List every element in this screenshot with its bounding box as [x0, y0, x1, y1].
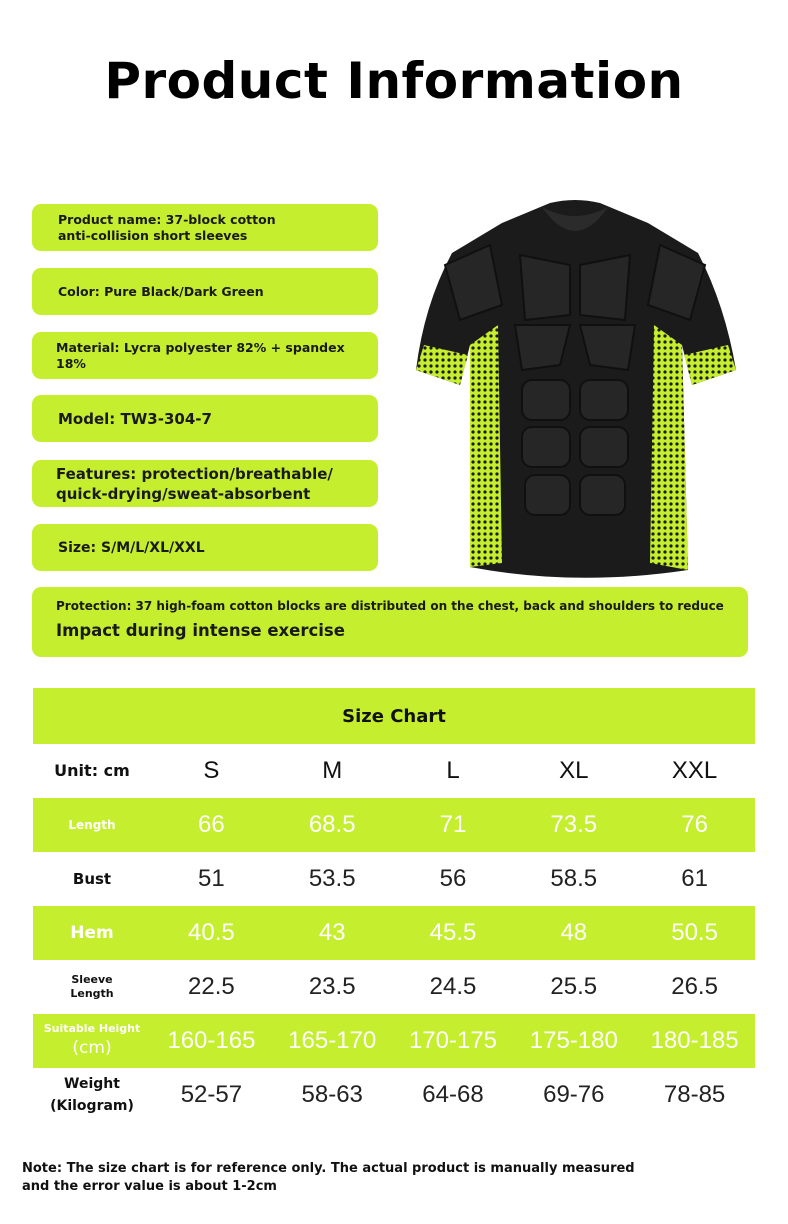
info-model — [32, 395, 378, 442]
row-label-text: Weight — [64, 1076, 120, 1092]
size-chart-table — [33, 688, 755, 1122]
row-sleeve-length — [33, 960, 755, 1014]
row-label: Hem — [33, 906, 151, 960]
page-title: Product Information — [104, 52, 684, 110]
protection-line1: Protection: 37 high-foam cotton blocks are distributed on the chest, back and shoulders to reduce — [56, 599, 724, 613]
info-features — [32, 460, 378, 507]
cell: 160-165 — [151, 1014, 272, 1068]
cell: 52-57 — [180, 1081, 243, 1108]
row-label: Bust — [72, 870, 112, 888]
cell: 51 — [198, 865, 225, 892]
row-label — [33, 1014, 151, 1068]
cell: 23.5 — [308, 973, 356, 1000]
cell: 45.5 — [393, 906, 514, 960]
cell: 53.5 — [308, 865, 356, 892]
cell: 58-63 — [301, 1081, 363, 1108]
protection-box — [32, 587, 748, 657]
features-text: Features: protection/breathable/ quick-drying/sweat-absorbent — [56, 464, 333, 503]
cell: 50.5 — [634, 906, 755, 960]
row-label — [33, 960, 151, 1014]
cell: 175-180 — [513, 1014, 634, 1068]
cell: 56 — [439, 865, 467, 892]
size-chart-header — [33, 688, 755, 744]
size-chart-title: Size Chart — [33, 688, 755, 744]
cell: 68.5 — [272, 798, 393, 852]
size-s: S — [203, 757, 220, 784]
cell: 40.5 — [151, 906, 272, 960]
cell: 180-185 — [634, 1014, 755, 1068]
size-chart-note: Note: The size chart is for reference only. The actual product is manually measured and the error value is about 1-2cm — [22, 1161, 635, 1194]
size-xl: XL — [559, 757, 589, 784]
cell: 69-76 — [543, 1081, 605, 1108]
info-product-name — [32, 204, 378, 251]
row-label-text: Sleeve Length — [70, 973, 114, 1000]
row-weight — [33, 1068, 755, 1122]
size-header-row — [33, 744, 755, 798]
cell: 61 — [681, 865, 708, 892]
size-xxl: XXL — [671, 757, 718, 784]
cell: 170-175 — [393, 1014, 514, 1068]
cell: 22.5 — [188, 973, 235, 1000]
shirt-image — [410, 195, 740, 580]
cell: 64-68 — [422, 1081, 484, 1108]
row-length — [33, 798, 755, 852]
cell: 76 — [634, 798, 755, 852]
size-text: Size: S/M/L/XL/XXL — [58, 539, 205, 556]
row-label-text: Suitable Height — [43, 1022, 141, 1035]
cell: 165-170 — [272, 1014, 393, 1068]
cell: 25.5 — [550, 973, 598, 1000]
info-size — [32, 524, 378, 571]
unit-label: Unit: cm — [54, 761, 130, 780]
cell: 26.5 — [671, 973, 718, 1000]
model-text: Model: TW3-304-7 — [58, 409, 212, 428]
cell: 73.5 — [513, 798, 634, 852]
cell: 43 — [272, 906, 393, 960]
row-label: Length — [33, 798, 151, 852]
protection-line2: Impact during intense exercise — [56, 621, 345, 640]
info-material — [32, 332, 378, 379]
material-text: Material: Lycra polyester 82% + spandex 18% — [56, 339, 345, 371]
size-l: L — [446, 757, 460, 784]
cell: 71 — [393, 798, 514, 852]
row-sublabel-text: (cm) — [72, 1038, 112, 1058]
product-name-text: Product name: 37-block cotton anti-collision short sleeves — [58, 211, 276, 243]
cell: 66 — [151, 798, 272, 852]
cell: 58.5 — [550, 865, 598, 892]
row-sublabel-text: (Kilogram) — [50, 1098, 134, 1114]
size-m: M — [322, 757, 343, 784]
cell: 24.5 — [429, 973, 477, 1000]
row-label — [33, 1068, 151, 1122]
cell: 48 — [513, 906, 634, 960]
info-color — [32, 268, 378, 315]
row-hem — [33, 906, 755, 960]
row-suitable-height — [33, 1014, 755, 1068]
color-text: Color: Pure Black/Dark Green — [58, 283, 264, 299]
row-bust — [33, 852, 755, 906]
cell: 78-85 — [663, 1081, 726, 1108]
